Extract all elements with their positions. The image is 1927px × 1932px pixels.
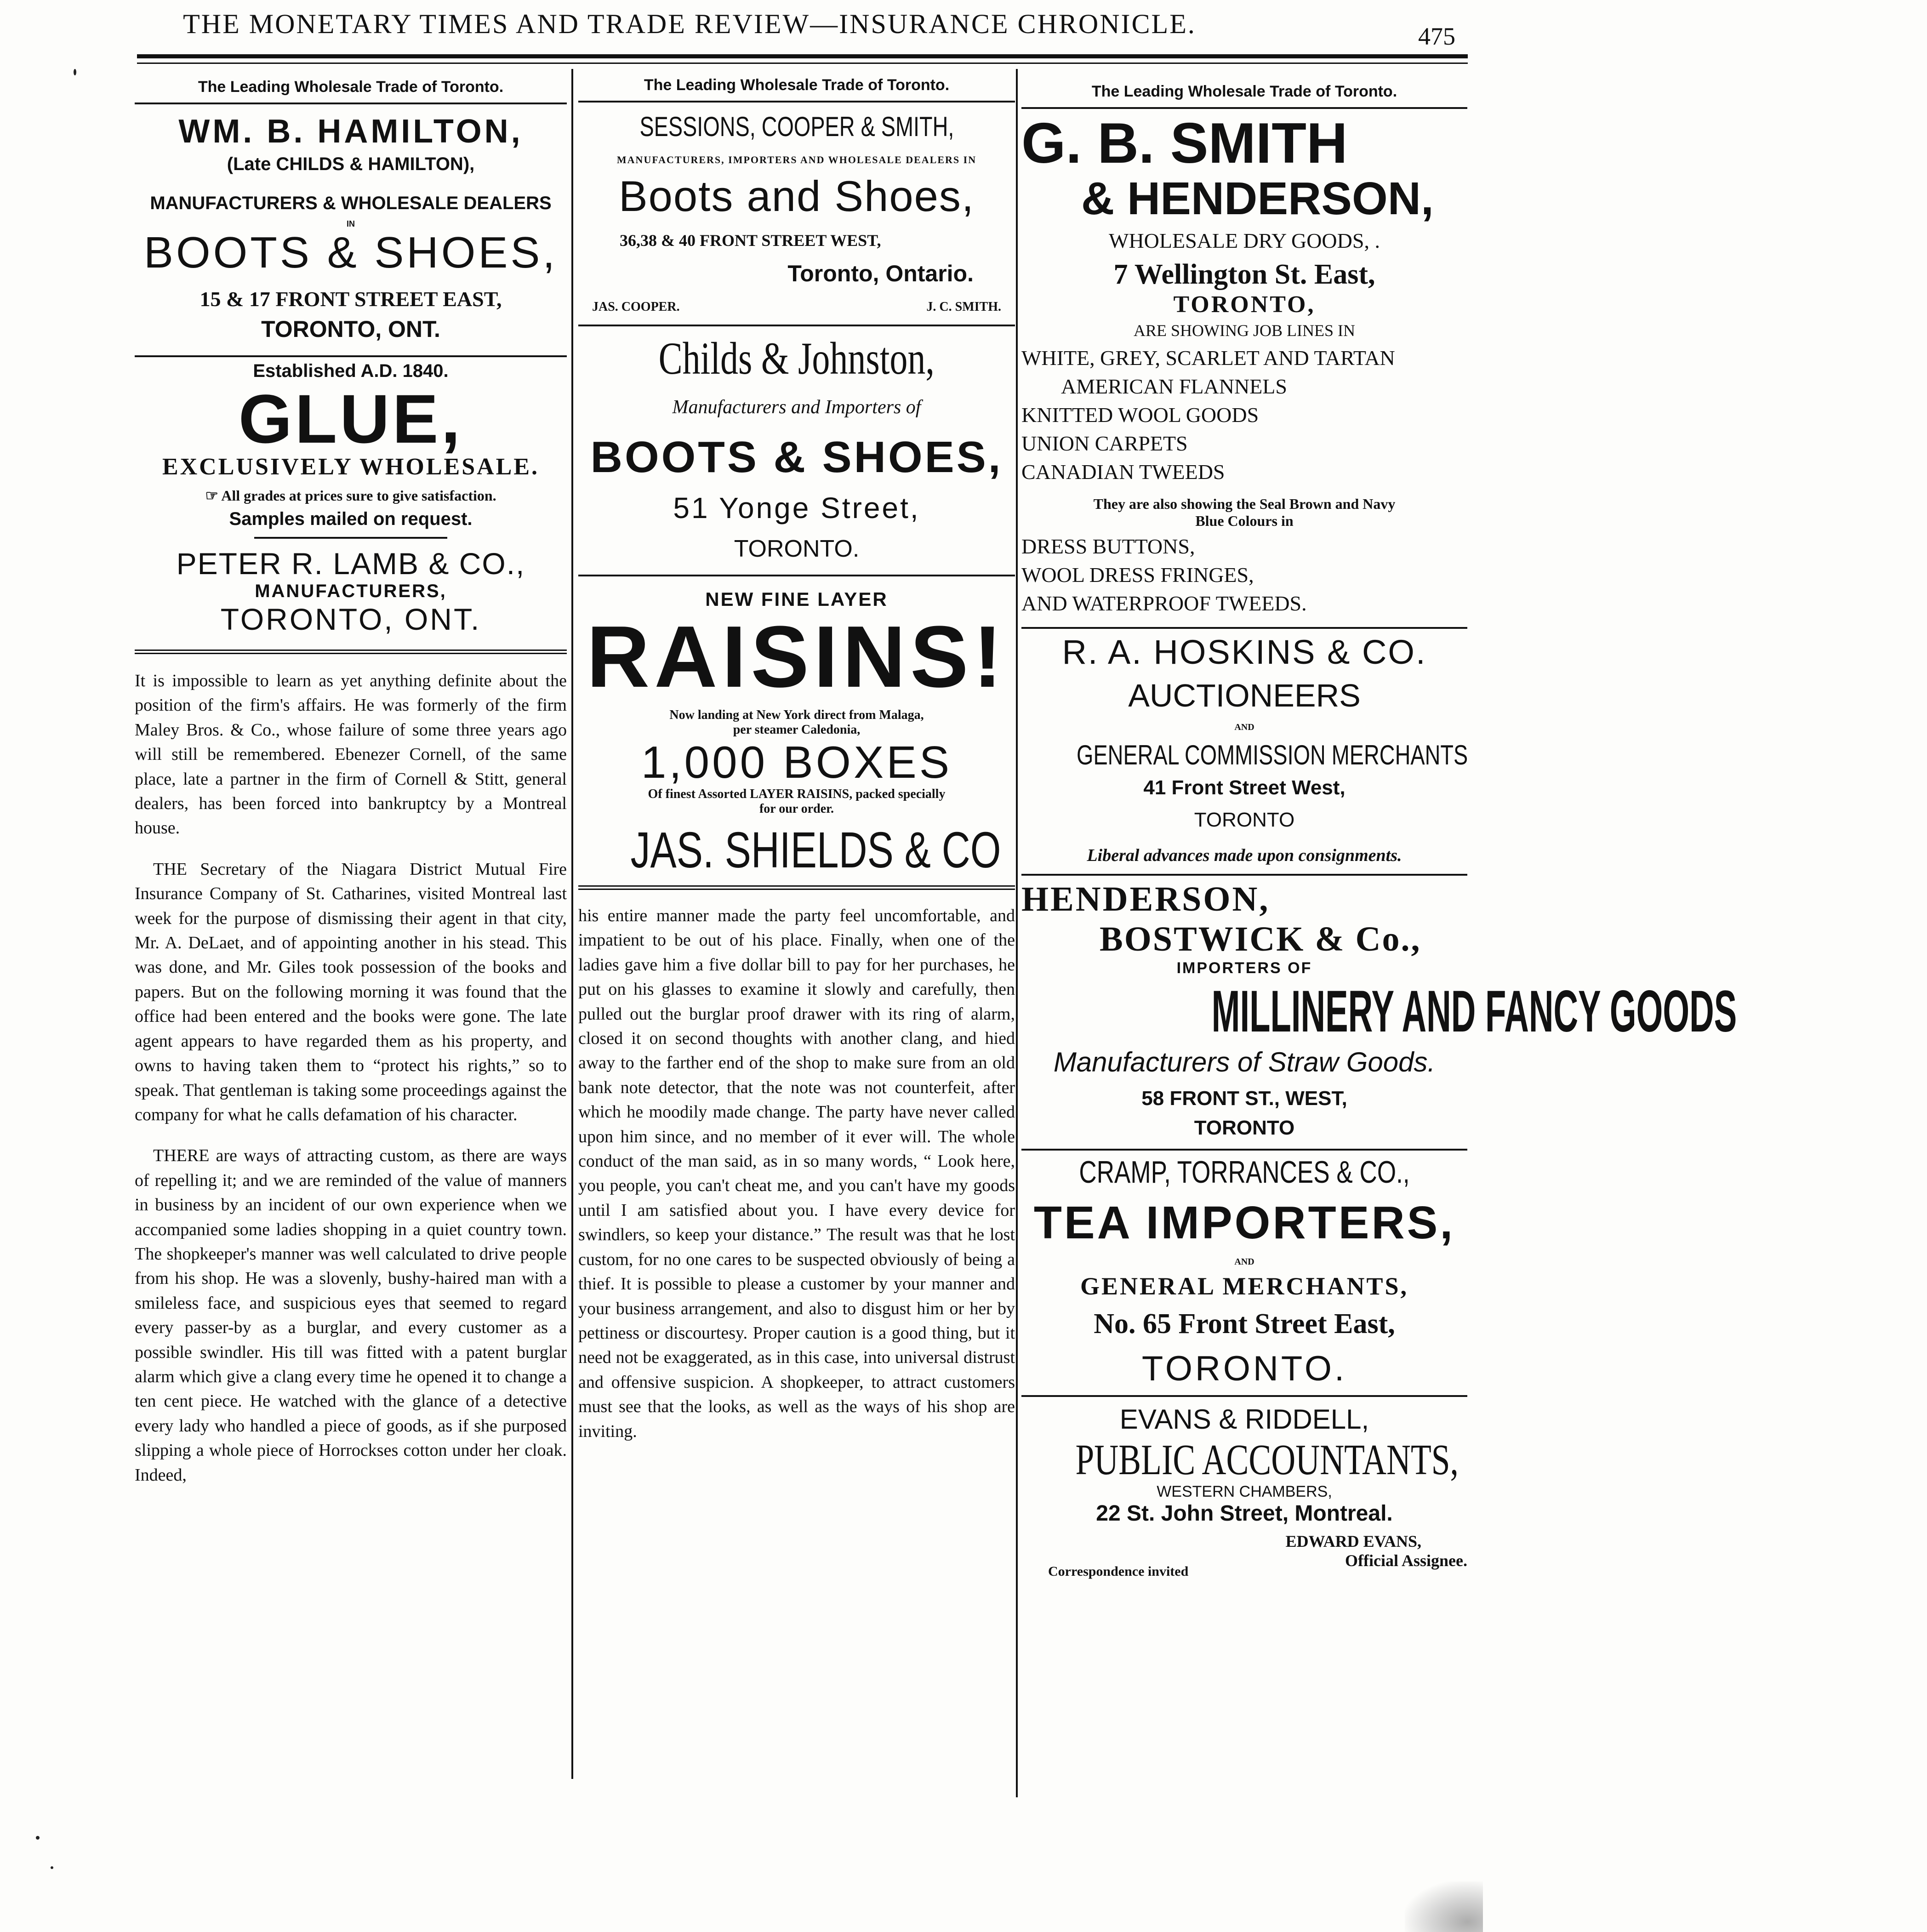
article-left bbox=[135, 669, 567, 1487]
pointing-hand-icon: ☞ bbox=[205, 487, 218, 504]
partners-row bbox=[578, 287, 1015, 314]
scan-smudge bbox=[1405, 1881, 1483, 1932]
divider bbox=[1021, 627, 1467, 629]
header-rule bbox=[137, 54, 1468, 58]
page-header-title: THE MONETARY TIMES AND TRADE REVIEW—INSURANCE CHRONICLE. bbox=[183, 9, 1196, 39]
page-number: 475 bbox=[1418, 23, 1455, 50]
address-line: 7 Wellington St. East, bbox=[1113, 259, 1375, 290]
note-line: Liberal advances made upon consignments. bbox=[1087, 846, 1402, 865]
address-line: 58 FRONT ST., WEST, bbox=[1141, 1087, 1347, 1110]
trade-line: TEA IMPORTERS, bbox=[1033, 1197, 1455, 1248]
trade-line: Manufacturers and Importers of bbox=[672, 397, 921, 418]
address-line: 22 St. John Street, Montreal. bbox=[1096, 1501, 1393, 1526]
advertiser-name: WM. B. HAMILTON, bbox=[178, 113, 523, 150]
makers-line: Manufacturers of Straw Goods. bbox=[1053, 1047, 1436, 1077]
goods-line: BOOTS & SHOES, bbox=[143, 228, 558, 277]
ad-glue bbox=[135, 361, 567, 637]
article-middle bbox=[578, 904, 1015, 1444]
ad-wm-b-hamilton bbox=[135, 113, 567, 342]
advertiser-name: Childs & Johnston, bbox=[658, 333, 935, 384]
correspondence-line: Correspondence invited bbox=[1048, 1564, 1189, 1579]
footer-row bbox=[1021, 1551, 1467, 1579]
article-paragraph: THE Secretary of the Niagara District Mutual Fire Insurance Company of St. Catharines, visited Montreal last week for the purpose of dismissing their agent in that city, Mr. A. DeLaet, and of appointing another in his stead. This was done, and Mr. Giles took possession of the books and papers. But on the following morning it was found that the office had been entered and the books were gone. The late agent appears to have regarded them as his property, and owns to having taken them to “protect his rights,” so to speak. That gentleman is taking some proceedings against the company for what he calls defamation of his character. bbox=[135, 859, 567, 1124]
article-paragraph: It is impossible to learn as yet anything definite about the position of the firm's affairs. He was formerly of the firm Maley Bros. & Co., whose failure of some three years ago will still be remembered. Ebenezer Cornell, of the same place, late a partner in the firm of Cornell & Stitt, general dealers, has been forced into bankruptcy by a Montreal house. bbox=[135, 671, 567, 838]
divider bbox=[1021, 1149, 1467, 1151]
list-item: WOOL DRESS FRINGES, bbox=[1021, 563, 1254, 587]
product-name: RAISINS! bbox=[587, 608, 1007, 706]
quantity-line: 1,000 BOXES bbox=[641, 737, 952, 787]
ad-childs-johnston bbox=[578, 331, 1015, 563]
trade-line: AUCTIONEERS bbox=[1128, 678, 1361, 713]
advertiser-name: HENDERSON, bbox=[1021, 880, 1270, 918]
list-item: DRESS BUTTONS, bbox=[1021, 535, 1195, 558]
job-lines-list bbox=[1021, 344, 1467, 486]
article-paragraph: his entire manner made the party feel uncomfortable, and impatient to be out of his place. Finally, when one of the ladies gave him a five dollar bill to pay for her purchases, he put on his glasses to examine it slowly and carefully, then pulled out the burglar proof drawer with its ring of alarm, closed it on second thoughts with another clang, and hied away to the farther end of the shop to make sure from an old bank note detector, that the note was not counterfeit, after which he moodily made change. The party have never called upon him since, and no member of it ever will. The whole conduct of the man said, as in so many words, “ Look here, you people, you can't cheat me, and you can't have my goods until I am satisfied about you. I have every device for swindlers, so keep your distance.” The result was that he lost custom, for no one cares to be suspected obviously of being a thief. It is possible to please a customer by your manner and your business arrangement, and also to disgust him or her by pettiness or discourtesy. Proper caution is a good thing, but it need not be exaggerated, as in this case, into universal distrust and offensive suspicion. A shopkeeper, to attract customers must see that the looks, as well as the ways of his shop are inviting. bbox=[578, 906, 1015, 1441]
firm-name: PETER R. LAMB & CO., bbox=[176, 547, 525, 581]
advertiser-name: EVANS & RIDDELL, bbox=[1119, 1404, 1369, 1435]
section-heading-left: The Leading Wholesale Trade of Toronto. bbox=[198, 78, 504, 96]
advertiser-name: CRAMP, TORRANCES & CO., bbox=[1079, 1155, 1410, 1190]
note-line: Blue Colours in bbox=[1195, 513, 1294, 529]
ad-cramp-torrances bbox=[1021, 1154, 1467, 1389]
address-line: No. 65 Front Street East, bbox=[1094, 1308, 1395, 1339]
address-line: 51 Yonge Street, bbox=[673, 491, 920, 524]
advertiser-note: (Late CHILDS & HAMILTON), bbox=[227, 154, 475, 174]
ad-sessions-cooper-smith bbox=[578, 111, 1015, 314]
partner-right: J. C. SMITH. bbox=[926, 300, 1001, 314]
trade-line: PUBLIC ACCOUNTANTS, bbox=[1075, 1436, 1459, 1484]
scan-speck bbox=[74, 69, 76, 75]
header-rule-thin bbox=[137, 63, 1468, 64]
city-line: TORONTO, ONT. bbox=[261, 316, 440, 342]
ad-henderson-bostwick bbox=[1021, 879, 1737, 1140]
divider bbox=[1021, 107, 1467, 109]
description-line: for our order. bbox=[759, 802, 834, 816]
divider bbox=[1021, 874, 1467, 876]
divider-short bbox=[254, 537, 447, 539]
goods-line: MILLINERY AND FANCY GOODS bbox=[1211, 979, 1737, 1044]
established-line: Established A.D. 1840. bbox=[253, 361, 449, 381]
divider bbox=[135, 355, 567, 357]
ad-raisins bbox=[578, 588, 1015, 879]
double-divider bbox=[578, 885, 1015, 892]
trade-line: MANUFACTURERS & WHOLESALE DEALERS bbox=[150, 193, 552, 213]
connector-word: IN bbox=[347, 219, 355, 228]
advertiser-name-line-2: BOSTWICK & Co., bbox=[1100, 920, 1421, 958]
advertiser-name: R. A. HOSKINS & CO. bbox=[1062, 633, 1427, 671]
list-item: UNION CARPETS bbox=[1021, 432, 1188, 455]
advertiser-name-line-2: & HENDERSON, bbox=[1081, 173, 1434, 224]
person-line: EDWARD EVANS, bbox=[1285, 1532, 1421, 1550]
double-divider bbox=[135, 650, 567, 656]
column-left bbox=[135, 64, 567, 1781]
dress-lines-list bbox=[1021, 532, 1467, 618]
ad-hoskins bbox=[1021, 633, 1467, 866]
grades-line bbox=[135, 487, 567, 504]
ad-g-b-smith-henderson bbox=[1021, 114, 1467, 618]
landing-line: Now landing at New York direct from Malaga, bbox=[669, 708, 924, 722]
column-middle bbox=[578, 64, 1015, 1781]
trade-line: MANUFACTURERS, IMPORTERS AND WHOLESALE DEALERS IN bbox=[616, 154, 977, 165]
trade-line-2: GENERAL COMMISSION MERCHANTS bbox=[1077, 740, 1468, 770]
city-line: TORONTO bbox=[1194, 809, 1295, 831]
note-line: They are also showing the Seal Brown and Navy bbox=[1093, 496, 1396, 512]
ad-evans-riddell bbox=[1021, 1403, 1467, 1579]
divider bbox=[578, 575, 1015, 576]
section-heading-right: The Leading Wholesale Trade of Toronto. bbox=[1091, 83, 1397, 100]
list-item: AND WATERPROOF TWEEDS. bbox=[1021, 592, 1307, 615]
scan-speck bbox=[51, 1866, 53, 1869]
advertiser-name: SESSIONS, COOPER & SMITH, bbox=[639, 111, 954, 142]
trade-line-2: GENERAL MERCHANTS, bbox=[1080, 1272, 1409, 1300]
address-line: 15 & 17 FRONT STREET EAST, bbox=[200, 287, 502, 311]
city-line: TORONTO. bbox=[734, 536, 860, 562]
address-line: 41 Front Street West, bbox=[1143, 776, 1345, 799]
list-item: WHITE, GREY, SCARLET AND TARTAN bbox=[1021, 346, 1395, 370]
divider bbox=[578, 101, 1015, 103]
partner-left: JAS. COOPER. bbox=[592, 300, 680, 314]
trade-line: WHOLESALE DRY GOODS, . bbox=[1109, 229, 1380, 252]
city-line: TORONTO. bbox=[1141, 1349, 1347, 1388]
divider bbox=[578, 325, 1015, 326]
connector-word: AND bbox=[1234, 722, 1254, 732]
landing-line: per steamer Caledonia, bbox=[733, 723, 861, 737]
address-line: 36,38 & 40 FRONT STREET WEST, bbox=[620, 231, 881, 250]
importers-line: IMPORTERS OF bbox=[1176, 959, 1312, 977]
connector-word: AND bbox=[1234, 1257, 1254, 1267]
firm-role: MANUFACTURERS, bbox=[255, 581, 447, 601]
goods-line: BOOTS & SHOES, bbox=[590, 433, 1003, 482]
grades-text: All grades at prices sure to give satisfaction. bbox=[221, 487, 496, 504]
showing-line: ARE SHOWING JOB LINES IN bbox=[1134, 321, 1355, 340]
list-item: AMERICAN FLANNELS bbox=[1061, 375, 1287, 398]
city-line: TORONTO, bbox=[1173, 291, 1316, 318]
description-line: Of finest Assorted LAYER RAISINS, packed specially bbox=[648, 787, 946, 801]
goods-line: Boots and Shoes, bbox=[618, 172, 975, 220]
firm-name: JAS. SHIELDS & CO bbox=[630, 822, 1001, 878]
advertiser-name: G. B. SMITH bbox=[1021, 112, 1348, 175]
kicker-line: NEW FINE LAYER bbox=[705, 588, 888, 610]
column-divider-1 bbox=[571, 69, 573, 1779]
samples-line: Samples mailed on request. bbox=[229, 509, 473, 529]
building-line: WESTERN CHAMBERS, bbox=[1157, 1483, 1332, 1500]
firm-city: TORONTO, ONT. bbox=[220, 602, 481, 636]
list-item: CANADIAN TWEEDS bbox=[1021, 460, 1225, 484]
column-divider-2 bbox=[1016, 69, 1018, 1797]
scan-speck bbox=[36, 1836, 40, 1840]
divider bbox=[1021, 1395, 1467, 1397]
section-heading-middle: The Leading Wholesale Trade of Toronto. bbox=[644, 76, 950, 94]
divider bbox=[135, 103, 567, 104]
city-line: Toronto, Ontario. bbox=[787, 261, 974, 286]
product-name: GLUE, bbox=[238, 380, 463, 457]
column-right bbox=[1021, 64, 1737, 1781]
article-paragraph: THERE are ways of attracting custom, as there are ways of repelling it; and we are reminded of the value of manners in business by an incident of our own experience when we accompanied some ladies shopping in a quiet country town. The shopkeeper's manner was well calculated to drive people from his shop. He was a slovenly, bushy-haired man with a smileless face, and suspicious eyes that seemed to regard every passer-by as a burglar, and every customer as a possible swindler. His till was fitted with a patent burglar alarm which give a clang every time he opened it to change a ten cent piece. He watched with the glance of a detective every lady who handled a piece of goods, as if she purposed slipping a whole piece of Horrockses cotton under her cloak. Indeed, bbox=[135, 1146, 567, 1485]
role-line: Official Assignee. bbox=[1345, 1551, 1467, 1570]
city-line: TORONTO bbox=[1194, 1117, 1295, 1139]
list-item: KNITTED WOOL GOODS bbox=[1021, 403, 1259, 427]
wholesale-line: EXCLUSIVELY WHOLESALE. bbox=[162, 454, 540, 480]
